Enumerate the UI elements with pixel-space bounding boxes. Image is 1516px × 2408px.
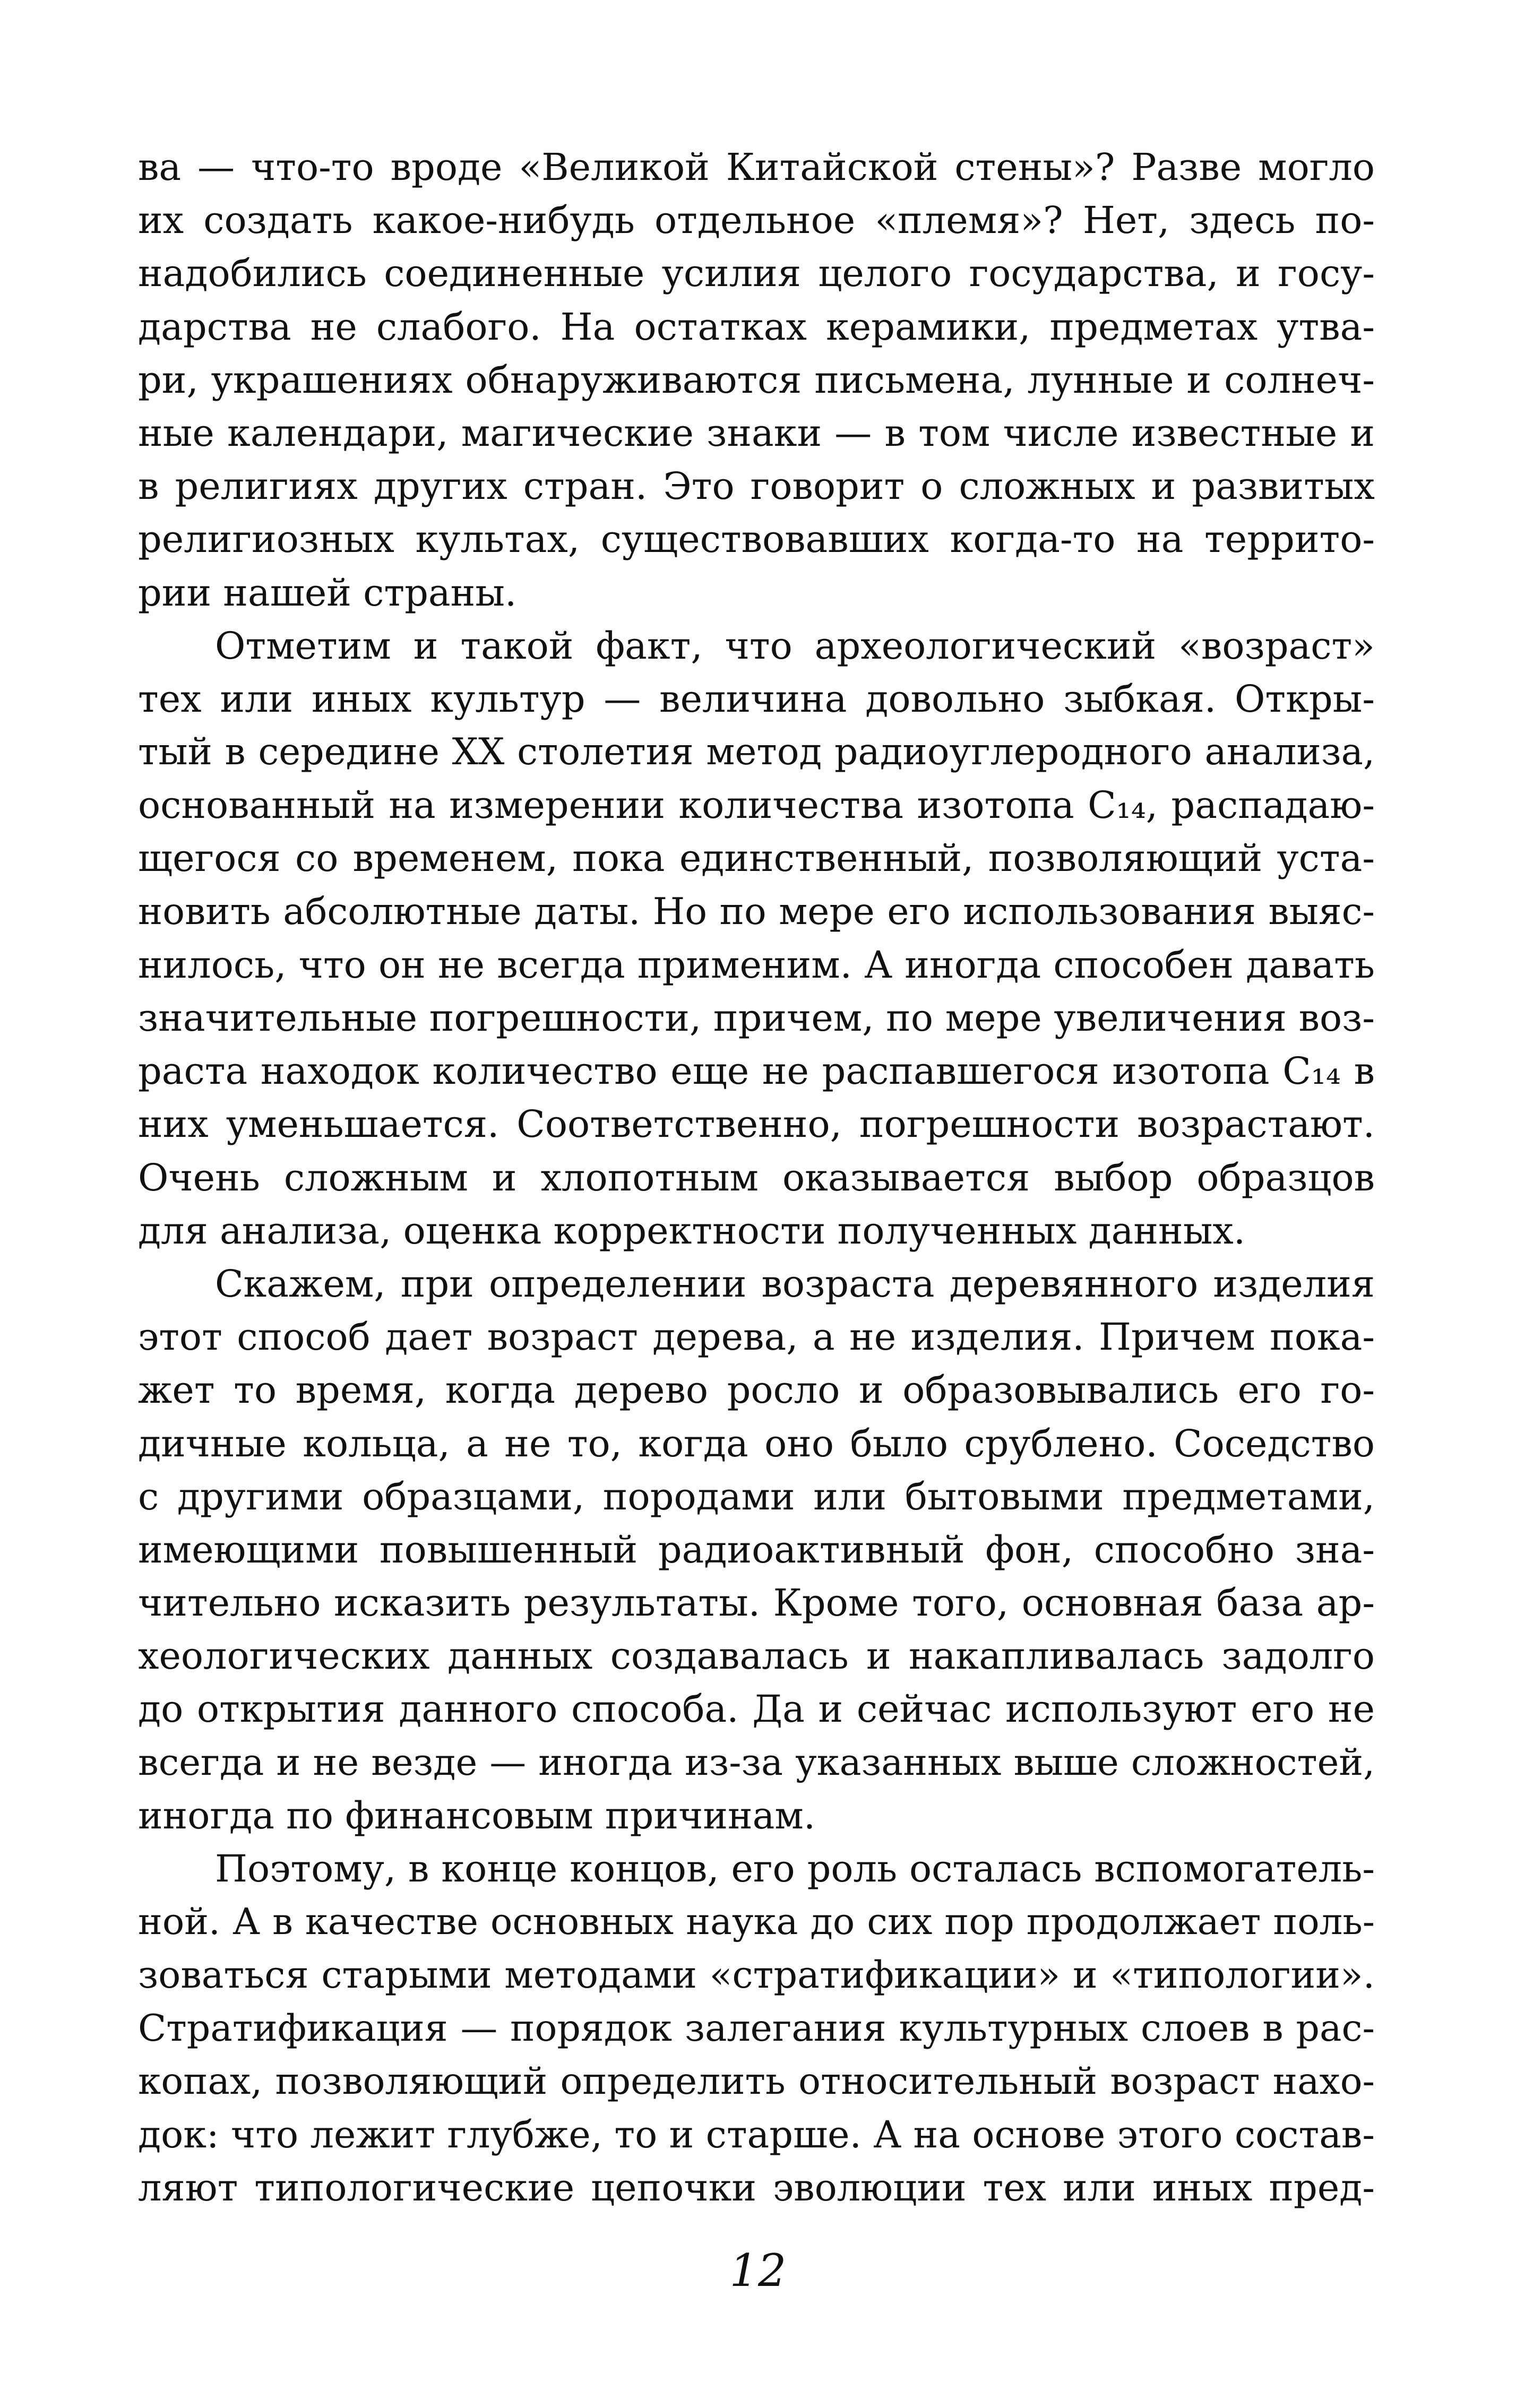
paragraph-4 <box>138 1842 1375 2214</box>
text-line: новить абсолютные даты. Но по мере его использования выяс- <box>138 890 1375 933</box>
text-line: в религиях других стран. Это говорит о сложных и развитых <box>138 464 1375 508</box>
text-line: зоваться старыми методами «стратификации» и «типологии». <box>138 1953 1375 1997</box>
text-line: религиозных культах, существовавших когда-то на террито- <box>138 517 1375 562</box>
text-line: ва — что-то вроде «Великой Китайской стены»? Разве могло <box>138 145 1375 189</box>
text-line: жет то время, когда дерево росло и образовывались его го- <box>138 1368 1375 1412</box>
page-number: 12 <box>729 2245 787 2297</box>
text-line: хеологических данных создавалась и накапливалась задолго <box>138 1634 1375 1678</box>
paragraph-2 <box>138 619 1375 1257</box>
text-line: них уменьшается. Соответственно, погрешности возрастают. <box>138 1102 1375 1146</box>
text-line: надобились соединенные усилия целого государства, и госу- <box>138 252 1375 296</box>
text-line: тех или иных культур — величина довольно зыбкая. Откры- <box>138 677 1375 721</box>
paragraph-1 <box>138 141 1375 619</box>
text-line: иногда по финансовым причинам. <box>138 1793 816 1837</box>
paragraph-3 <box>138 1257 1375 1842</box>
text-line-content: Поэтому, в конце концов, его роль осталась вспомогатель- <box>215 1847 1375 1891</box>
text-line-first <box>138 1842 1375 1895</box>
text-column <box>138 141 1375 2214</box>
text-line: имеющими повышенный радиоактивный фон, способно зна- <box>138 1527 1375 1572</box>
text-line: дичные кольца, а не то, когда оно было срублено. Соседство <box>138 1421 1375 1465</box>
text-line-first <box>138 619 1375 672</box>
text-line: Стратификация — порядок залегания культурных слоев в рас- <box>138 2006 1375 2050</box>
text-line: этот способ дает возраст дерева, а не изделия. Причем пока- <box>138 1315 1375 1359</box>
text-line: с другими образцами, породами или бытовыми предметами, <box>138 1474 1375 1518</box>
text-line: раста находок количество еще не распавшегося изотопа C₁₄ в <box>138 1049 1375 1093</box>
text-line: дарства не слабого. На остатках керамики, предметах утва- <box>138 305 1375 349</box>
text-line: ной. А в качестве основных наука до сих пор продолжает поль- <box>138 1901 1375 1944</box>
text-line-content: Скажем, при определении возраста деревянного изделия <box>215 1262 1375 1306</box>
text-line: рии нашей страны. <box>138 571 517 615</box>
text-line: ные календари, магические знаки — в том числе известные и <box>138 411 1375 455</box>
text-line: тый в середине XX столетия метод радиоуглеродного анализа, <box>138 731 1375 774</box>
text-line: нилось, что он не всегда применим. А иногда способен давать <box>138 943 1375 987</box>
text-line: Очень сложным и хлопотным оказывается выбор образцов <box>138 1155 1375 1199</box>
text-line: всегда и не везде — иногда из-за указанных выше сложностей, <box>138 1741 1375 1784</box>
text-line: чительно исказить результаты. Кроме того, основная база ар- <box>138 1581 1375 1625</box>
text-line: значительные погрешности, причем, по мере увеличения воз- <box>138 996 1375 1040</box>
text-line: копах, позволяющий определить относительный возраст нахо- <box>138 2060 1375 2103</box>
text-line: ляют типологические цепочки эволюции тех или иных пред- <box>138 2166 1375 2210</box>
text-line: для анализа, оценка корректности полученных данных. <box>138 1209 1246 1253</box>
text-line: ри, украшениях обнаруживаются письмена, лунные и солнеч- <box>138 358 1375 402</box>
text-line-content: Отметим и такой факт, что археологический «возраст» <box>215 624 1375 668</box>
text-line: их создать какое-нибудь отдельное «племя»? Нет, здесь по- <box>138 198 1375 243</box>
text-line: основанный на измерении количества изотопа C₁₄, распадаю- <box>138 783 1375 827</box>
text-line: щегося со временем, пока единственный, позволяющий уста- <box>138 836 1375 881</box>
text-line: док: что лежит глубже, то и старше. А на основе этого состав- <box>138 2112 1375 2156</box>
text-line-first <box>138 1257 1375 1310</box>
text-line: до открытия данного способа. Да и сейчас используют его не <box>138 1687 1375 1731</box>
